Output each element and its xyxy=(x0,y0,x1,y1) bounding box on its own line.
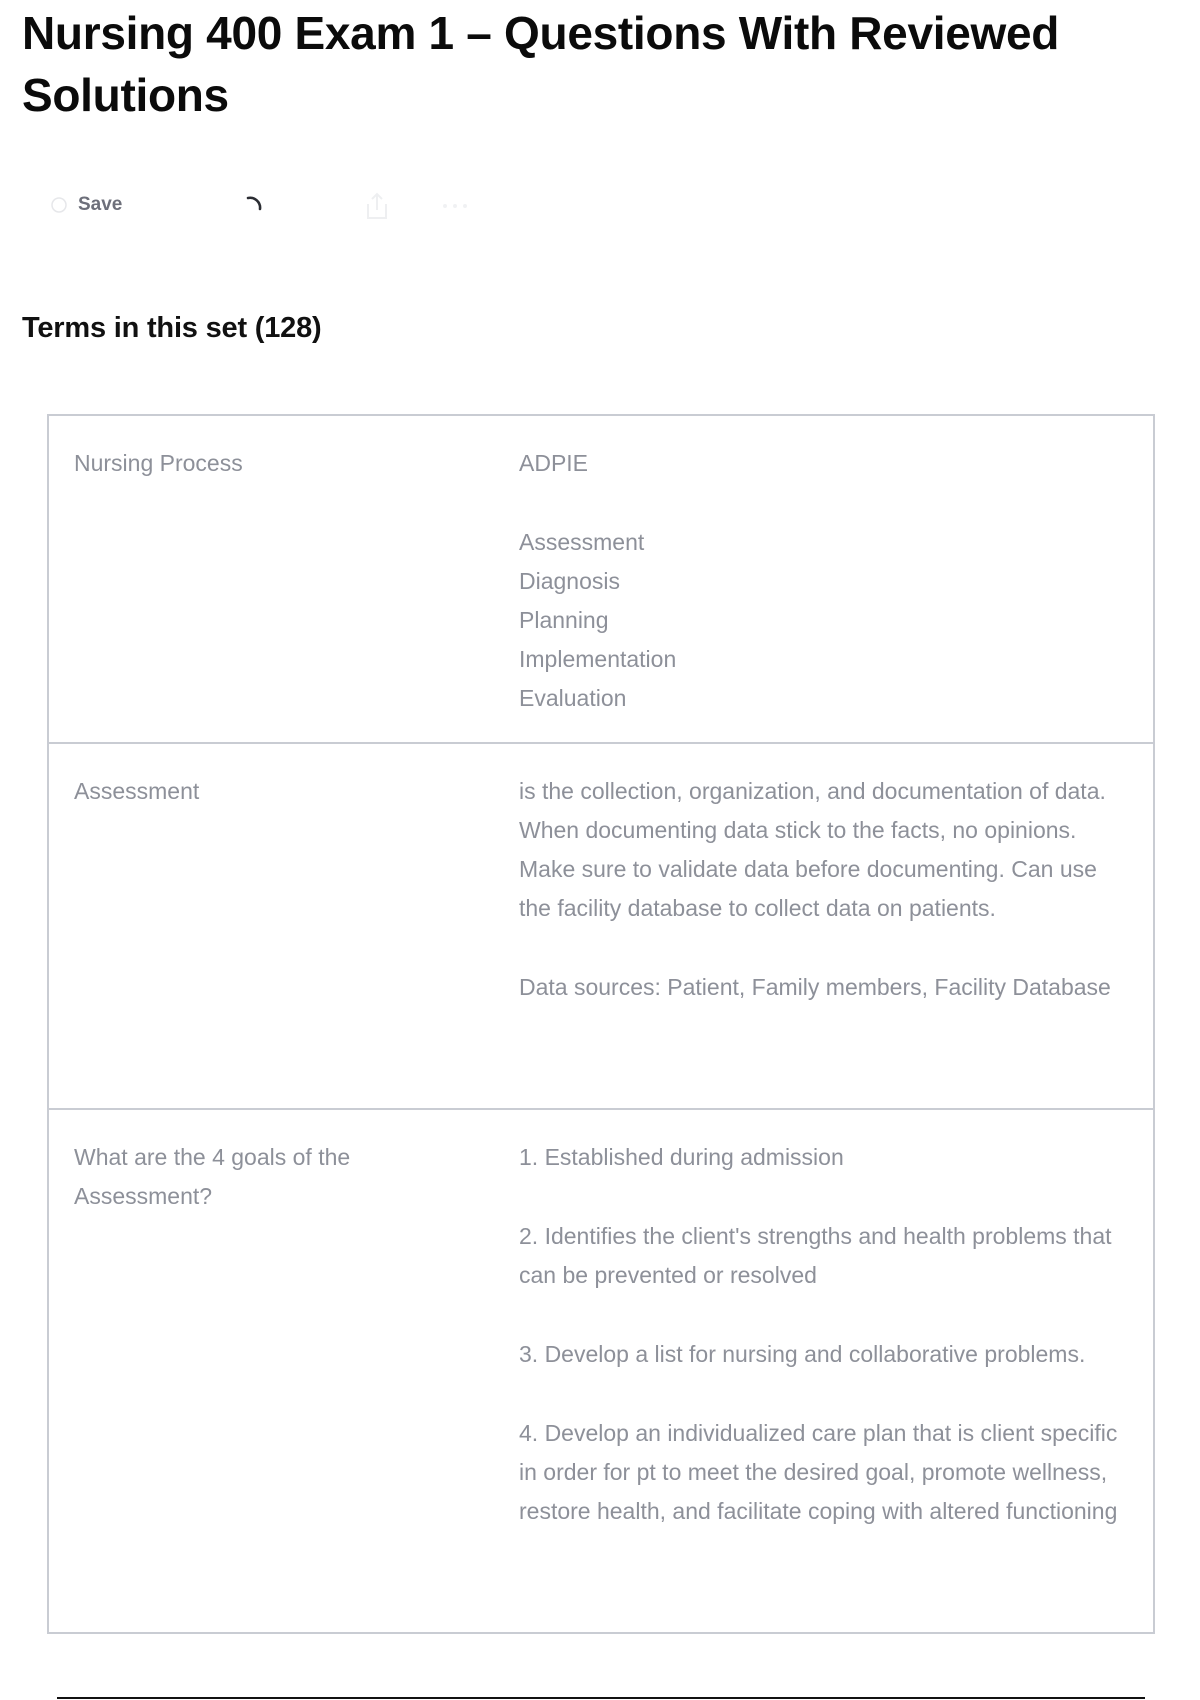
term-text: Nursing Process xyxy=(74,450,243,476)
definition-paragraph: 2. Identifies the client's strengths and health problems that can be prevented or resolved xyxy=(519,1223,1112,1288)
list-item: Diagnosis xyxy=(519,568,620,594)
definition-paragraph: 1. Established during admission xyxy=(519,1144,844,1170)
definition-paragraph: 4. Develop an individualized care plan that is client specific in order for pt to meet the desired goal, promote wellness, restore health, and facilitate coping with altered functioning xyxy=(519,1420,1118,1524)
save-label: Save xyxy=(78,194,123,215)
definition-text xyxy=(519,1110,1153,1632)
page-title: Nursing 400 Exam 1 – Questions With Reviewed Solutions xyxy=(22,7,1060,121)
term-text: Assessment xyxy=(74,778,200,804)
share-button[interactable] xyxy=(362,190,392,222)
share-icon xyxy=(362,210,392,225)
definition-line: ADPIE xyxy=(519,450,589,476)
definition-text xyxy=(519,744,1153,1108)
definition-paragraph: is the collection, organization, and documentation of data. When documenting data stick to the facts, no opinions. Make sure to validate data before documenting. Can use the facility database to collect data on patients. xyxy=(519,778,1106,921)
list-item: Assessment xyxy=(519,529,645,555)
list-item: Evaluation xyxy=(519,685,627,711)
list-item: Planning xyxy=(519,607,609,633)
toolbar xyxy=(50,188,500,228)
spinner-icon xyxy=(240,192,268,220)
more-icon xyxy=(435,208,475,223)
save-button[interactable] xyxy=(50,194,122,216)
term-row xyxy=(49,744,1153,1110)
term-row xyxy=(49,416,1153,744)
more-options-button[interactable] xyxy=(435,190,475,220)
divider xyxy=(57,1697,1145,1699)
definition-list xyxy=(519,523,1133,718)
term-row xyxy=(49,1110,1153,1632)
terms-heading: Terms in this set (128) xyxy=(22,312,322,344)
definition-text xyxy=(519,416,1153,742)
list-item: Implementation xyxy=(519,646,677,672)
terms-table xyxy=(47,414,1155,1634)
term-text: What are the 4 goals of the Assessment? xyxy=(74,1144,351,1209)
definition-paragraph: 3. Develop a list for nursing and collaborative problems. xyxy=(519,1341,1086,1367)
definition-paragraph: Data sources: Patient, Family members, Facility Database xyxy=(519,974,1111,1000)
bookmark-icon xyxy=(50,196,68,214)
